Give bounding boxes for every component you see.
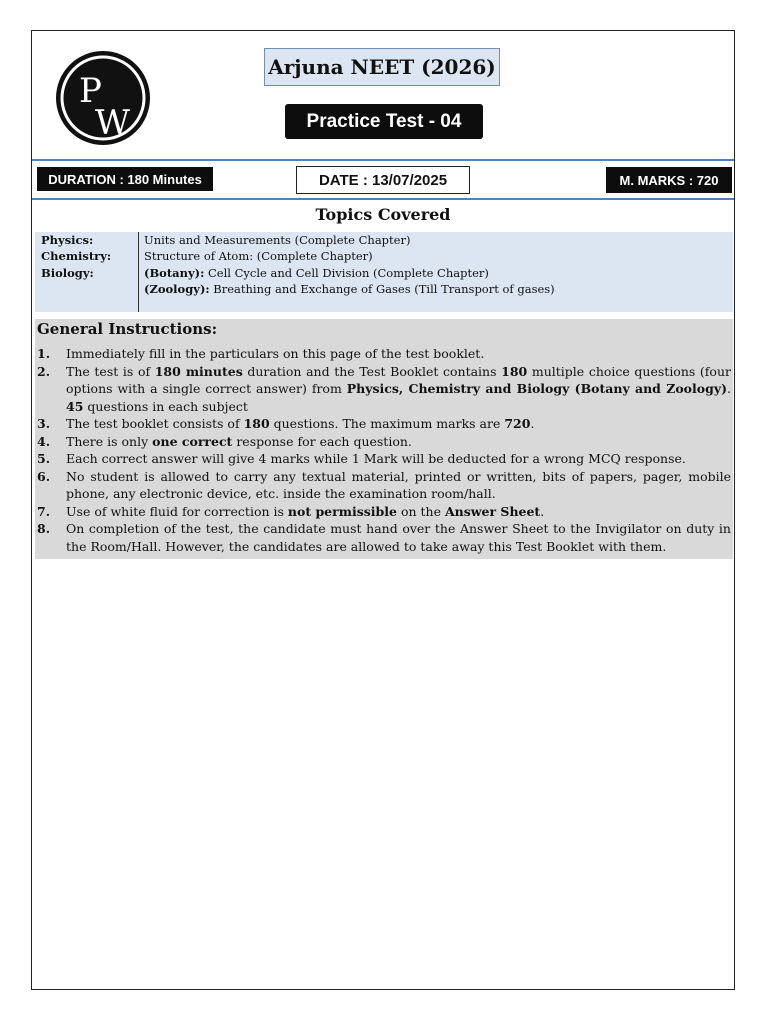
- instruction-emphasis: 720: [504, 416, 531, 431]
- topic-value: Units and Measurements (Complete Chapter): [144, 233, 411, 247]
- instruction-emphasis: not permissible: [287, 503, 397, 519]
- instruction-text: response for each question.: [232, 433, 412, 449]
- instruction-emphasis: 45: [66, 398, 84, 414]
- exam-title: Arjuna NEET (2026): [264, 48, 500, 86]
- instruction-text: on the: [396, 503, 445, 519]
- max-marks-badge: M. MARKS : 720: [606, 167, 732, 193]
- date-box: DATE : 13/07/2025: [296, 166, 470, 194]
- instruction-item: [35, 468, 733, 503]
- instruction-item: [35, 503, 733, 521]
- instruction-emphasis: Physics, Chemistry and Biology (Botany and Zoology): [346, 381, 728, 396]
- svg-text:W: W: [95, 103, 130, 143]
- instruction-text: .: [530, 416, 535, 431]
- instruction-text: No student is allowed to carry any textual material, printed or written, bits of papers, pager, mobile phone, any electronic device, etc. inside the examination room/hall.: [66, 468, 731, 501]
- instruction-number: 6.: [37, 468, 51, 484]
- duration-badge: DURATION : 180 Minutes: [37, 167, 213, 191]
- divider-line: [32, 159, 734, 161]
- instruction-text: The test is of: [66, 363, 155, 379]
- instruction-emphasis: 180: [243, 416, 270, 431]
- test-name-badge: Practice Test - 04: [285, 104, 483, 139]
- instruction-emphasis: one correct: [152, 433, 233, 449]
- instruction-item: [35, 415, 733, 433]
- instruction-emphasis: 180 minutes: [154, 363, 243, 379]
- topic-value-botany: [144, 266, 489, 280]
- topic-label: Chemistry:: [41, 249, 112, 263]
- instruction-emphasis: Answer Sheet: [444, 503, 541, 519]
- instruction-item: [35, 363, 733, 416]
- instruction-emphasis: 180: [501, 363, 528, 379]
- topic-value: Breathing and Exchange of Gases (Till Transport of gases): [213, 282, 555, 296]
- instructions-list: [35, 345, 733, 555]
- instruction-text: Use of white fluid for correction is: [66, 503, 288, 519]
- instruction-text: duration and the Test Booklet contains: [242, 363, 502, 379]
- instruction-number: 1.: [37, 346, 51, 361]
- instruction-number: 2.: [37, 363, 51, 379]
- instruction-text: There is only: [66, 433, 153, 449]
- topics-heading: Topics Covered: [315, 205, 451, 224]
- instruction-text: .: [540, 503, 545, 519]
- instruction-number: 5.: [37, 451, 51, 466]
- topic-label: Biology:: [41, 266, 94, 280]
- instruction-text: Immediately fill in the particulars on this page of the test booklet.: [66, 346, 485, 361]
- instruction-text: .: [727, 381, 731, 396]
- topic-value: Structure of Atom: (Complete Chapter): [144, 249, 373, 263]
- topics-table: [35, 232, 733, 312]
- topics-column-divider: [138, 232, 139, 312]
- instructions-heading: General Instructions:: [37, 320, 218, 338]
- instruction-number: 4.: [37, 433, 51, 449]
- instruction-text: multiple choice questions (four options with a single correct answer) from: [66, 363, 731, 396]
- instruction-number: 8.: [37, 521, 51, 536]
- topic-label: Physics:: [41, 233, 94, 247]
- topic-prefix: (Zoology):: [144, 282, 210, 296]
- instruction-text: On completion of the test, the candidate must hand over the Answer Sheet to the Invigilator on duty in the Room/Hall. However, the candidates are allowed to take away this Test Booklet with them.: [66, 521, 731, 554]
- instruction-text: questions. The maximum marks are: [269, 416, 505, 431]
- instruction-item: [35, 433, 733, 451]
- instruction-number: 3.: [37, 416, 51, 431]
- instruction-number: 7.: [37, 503, 51, 519]
- instruction-item: [35, 520, 733, 555]
- divider-line: [32, 198, 734, 200]
- instruction-item: [35, 345, 733, 363]
- instruction-item: [35, 450, 733, 468]
- instruction-text: questions in each subject: [83, 398, 248, 414]
- topic-value: Cell Cycle and Cell Division (Complete Chapter): [207, 266, 489, 280]
- instruction-text: The test booklet consists of: [66, 416, 244, 431]
- instruction-text: Each correct answer will give 4 marks while 1 Mark will be deducted for a wrong MCQ response.: [66, 451, 686, 466]
- topic-value-zoology: [144, 282, 555, 296]
- topic-prefix: (Botany):: [144, 266, 205, 280]
- pw-logo-icon: [55, 50, 151, 146]
- svg-text:P: P: [79, 71, 102, 111]
